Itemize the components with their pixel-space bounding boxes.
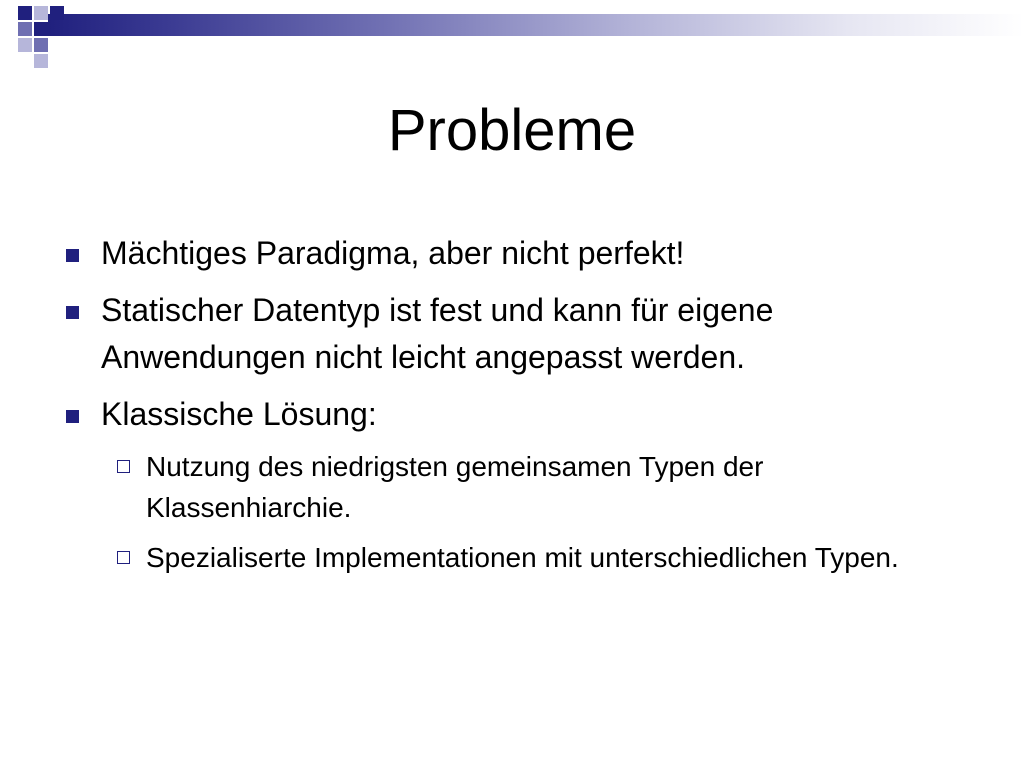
decorative-square bbox=[34, 54, 48, 68]
hollow-square-bullet-icon bbox=[117, 551, 130, 564]
decorative-square bbox=[34, 38, 48, 52]
decorative-square bbox=[18, 22, 32, 36]
filled-square-bullet-icon bbox=[66, 306, 79, 319]
decorative-square bbox=[50, 6, 64, 20]
decorative-square bbox=[18, 6, 32, 20]
bullet-text: Mächtiges Paradigma, aber nicht perfekt! bbox=[101, 235, 685, 271]
filled-square-bullet-icon bbox=[66, 249, 79, 262]
slide-title: Probleme bbox=[387, 98, 637, 163]
list-item bbox=[62, 287, 962, 381]
sub-bullet-text: Nutzung des niedrigsten gemeinsamen Typen der Klassenhiarchie. bbox=[146, 451, 764, 523]
bullet-text: Statischer Datentyp ist fest und kann für eigene Anwendungen nicht leicht angepasst werden. bbox=[101, 292, 774, 375]
filled-square-bullet-icon bbox=[66, 410, 79, 423]
decorative-square bbox=[18, 38, 32, 52]
hollow-square-bullet-icon bbox=[117, 460, 130, 473]
list-item bbox=[62, 391, 962, 438]
bullet-list bbox=[62, 230, 962, 587]
sub-list-item bbox=[115, 537, 962, 578]
sub-list-item bbox=[115, 446, 962, 528]
bullet-text: Klassische Lösung: bbox=[101, 396, 377, 432]
header-gradient-bar bbox=[48, 14, 1024, 36]
decorative-square bbox=[34, 22, 48, 36]
sub-bullet-text: Spezialiserte Implementationen mit unterschiedlichen Typen. bbox=[146, 542, 899, 573]
decorative-square bbox=[34, 6, 48, 20]
list-item bbox=[62, 230, 962, 277]
sub-bullet-list bbox=[62, 446, 962, 578]
